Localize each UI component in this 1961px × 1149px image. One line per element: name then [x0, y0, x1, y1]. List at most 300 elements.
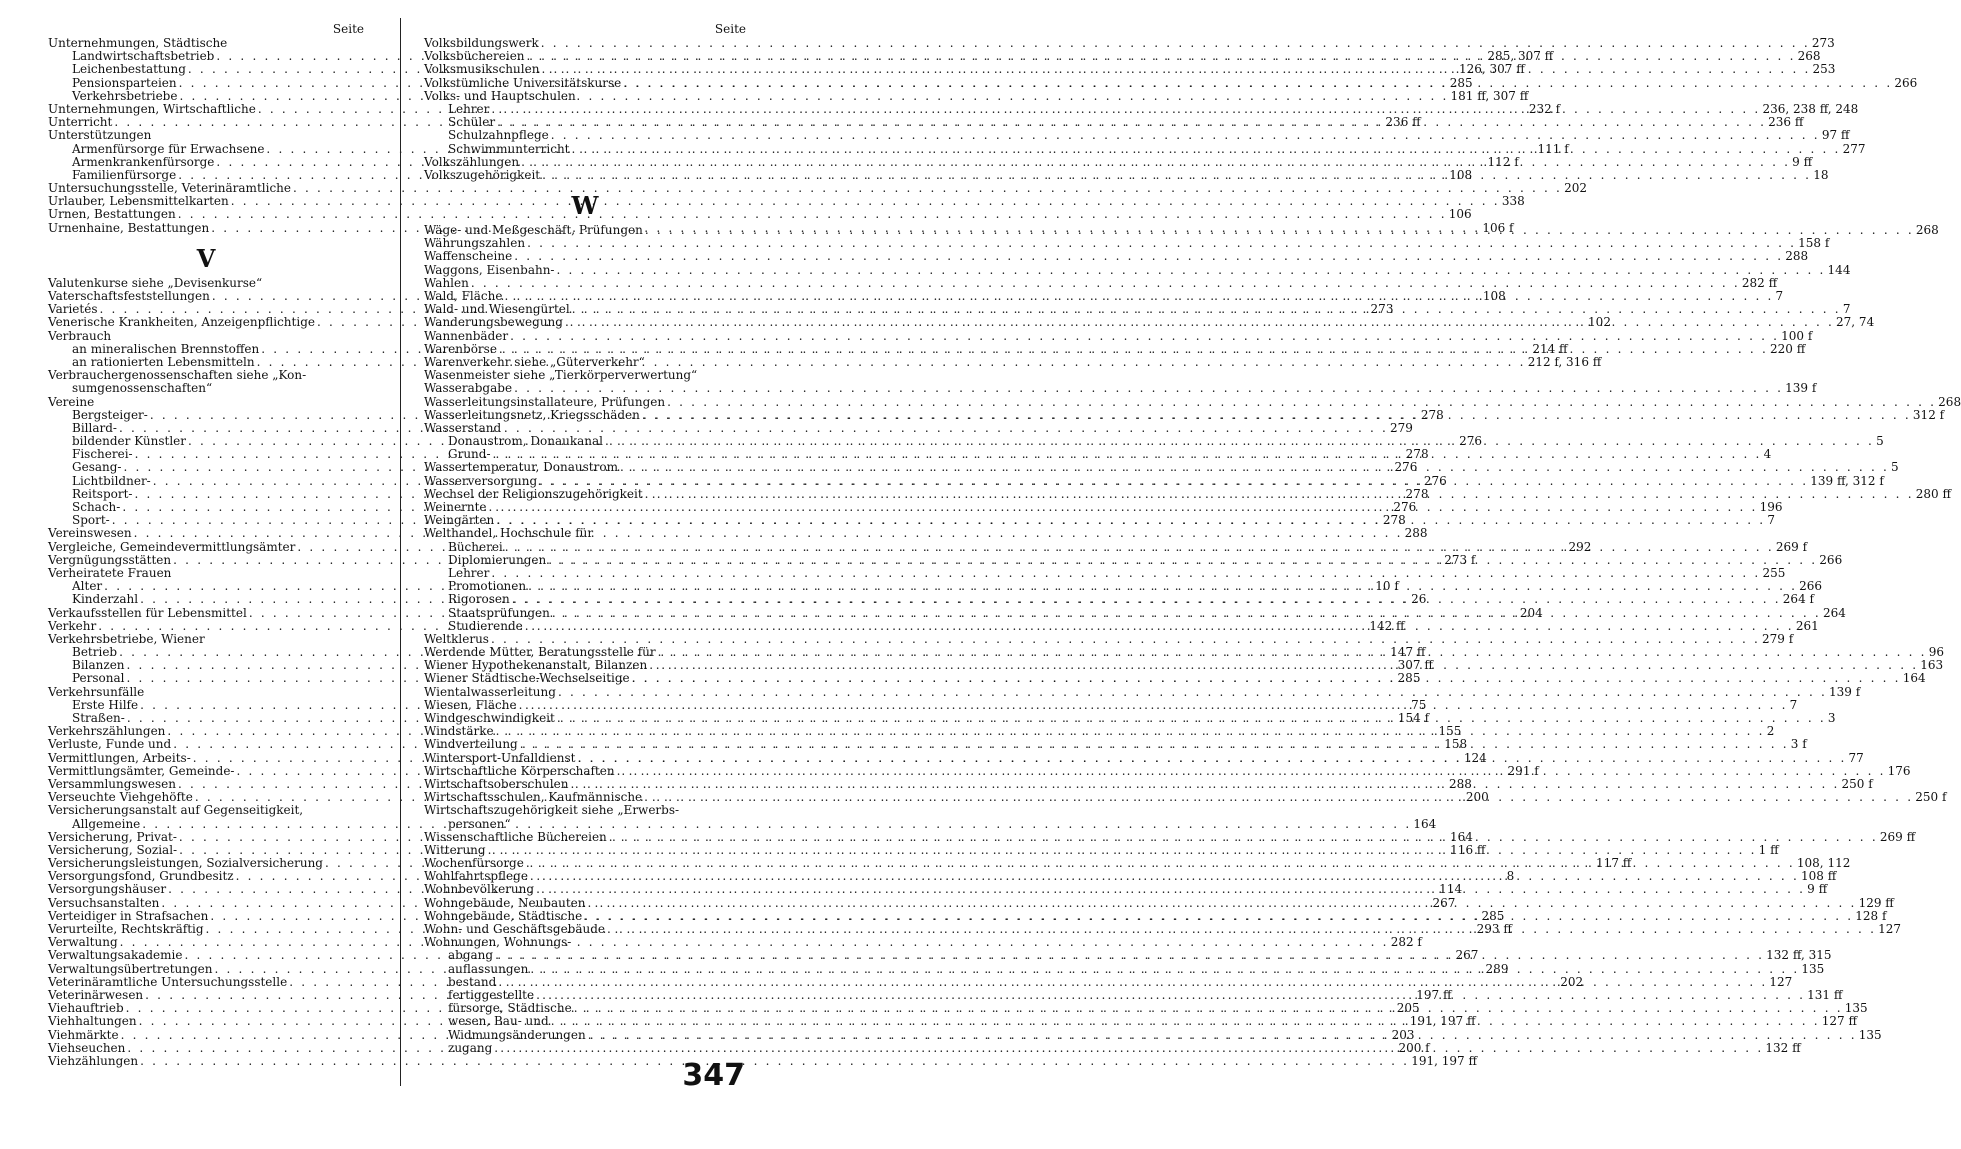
index-entry [424, 90, 746, 103]
dot-leader [537, 475, 1810, 488]
dot-leader [497, 343, 1770, 356]
dot-leader [570, 143, 1843, 156]
index-entry [48, 686, 364, 699]
entry-term: Verkehr [48, 618, 97, 633]
entry-page-ref: 135 [1844, 1001, 1868, 1016]
entry-term: Volksmusikschulen [424, 62, 540, 77]
index-entry [424, 249, 1809, 264]
entry-term: Diplomierungen [448, 552, 547, 567]
entry-term: Verteidiger in Strafsachen [48, 908, 209, 923]
entry-page-ref: 268 [1938, 394, 1961, 409]
dot-leader [132, 527, 1405, 540]
entry-term: Straßen- [72, 711, 125, 725]
index-entry [48, 129, 364, 142]
dot-leader [642, 791, 1915, 804]
entry-term: Schüler [448, 115, 496, 130]
entry-page-ref: 204 [1519, 605, 1543, 620]
dot-leader [630, 672, 1903, 685]
dot-leader [575, 752, 1848, 765]
entry-page-ref: 236 ff [1385, 115, 1421, 130]
entry-page-ref: 1 ff [1758, 842, 1779, 857]
entry-page-ref: 200 f [1398, 1040, 1430, 1055]
entry-page-ref: 139 f [1785, 381, 1817, 396]
entry-term: Wochenfürsorge [424, 856, 524, 871]
dot-leader [177, 90, 1450, 103]
entry-page-ref: 124 [1463, 750, 1487, 765]
entry-term: Verwaltung [48, 935, 118, 950]
entry-page-ref: 266 [1819, 552, 1843, 567]
entry-page-ref: 8 [1506, 869, 1515, 884]
entry-page-ref: 164 [1413, 816, 1437, 831]
entry-term: Weltklerus [424, 631, 489, 646]
dot-leader [640, 409, 1913, 422]
entry-term: Alter [72, 579, 103, 594]
entry-page-ref: 7 [1789, 697, 1798, 712]
seite-header-right: Seite [714, 22, 746, 36]
dot-leader [540, 169, 1813, 182]
entry-term: Allgemeine [72, 816, 141, 831]
entry-term: Varietés [48, 302, 98, 317]
entry-term: Wohngebäude, Neubauten [424, 895, 586, 910]
entry-page-ref: 278 [1405, 447, 1429, 462]
dot-leader [512, 250, 1785, 263]
entry-page-ref: 269 f [1775, 539, 1808, 554]
entry-term: Währungszahlen [424, 236, 526, 251]
dot-leader [665, 396, 1938, 409]
dot-leader [496, 976, 1769, 989]
entry-term: Verwaltungsakademie [48, 948, 183, 963]
entry-page-ref: 176 [1887, 763, 1911, 778]
index-entry [48, 330, 364, 343]
index-entry [48, 1053, 1477, 1068]
entry-term: Landwirtschaftsbetrieb [72, 49, 215, 64]
entry-page-ref: 126, 307 ff [1458, 62, 1525, 77]
entry-page-ref: 266 [1894, 75, 1918, 90]
entry-page-ref: 7 [1842, 302, 1851, 317]
entry-term: Volksbüchereien [424, 49, 525, 64]
entry-term: Lehrer [448, 565, 490, 580]
index-entry [424, 592, 1814, 607]
entry-page-ref: 106 [1448, 207, 1472, 222]
entry-term: Fischerei- [72, 447, 133, 462]
entry-term: Widmungsänderungen [448, 1027, 586, 1042]
entry-page-ref: 111 f [1537, 141, 1569, 156]
entry-page-ref: 288 [1404, 526, 1428, 541]
entry-term: Versicherung, Sozial- [48, 842, 178, 857]
entry-term: Vaterschaftsfeststellungen [48, 289, 210, 303]
entry-page-ref: 108 [1482, 289, 1506, 303]
entry-term: Wiener Städtische-Wechselseitige [424, 671, 630, 686]
dot-leader [493, 949, 1766, 962]
entry-term: personen“ [448, 816, 511, 831]
entry-term: Verkehrsbetriebe [72, 88, 178, 103]
entry-term: Waffenscheine [424, 249, 513, 264]
entry-page-ref: 273 [1370, 302, 1394, 317]
entry-term: Verbrauchergenossenschaften siehe „Kon- [48, 368, 307, 383]
entry-term: Volkszugehörigkeit [424, 167, 541, 182]
entry-term: Versicherung, Privat- [48, 829, 177, 844]
entry-page-ref: 285 [1397, 671, 1421, 686]
entry-term: Verluste, Funde und [48, 737, 172, 752]
dot-leader [140, 818, 1413, 831]
entry-page-ref: 132 ff, 315 [1766, 948, 1832, 963]
entry-term: Verkehrsunfälle [48, 684, 145, 699]
entry-term: zugang [448, 1040, 493, 1055]
entry-page-ref: 236, 238 ff, 248 [1762, 101, 1859, 116]
entry-page-ref: 273 [1811, 36, 1835, 50]
entry-page-ref: 232 f [1528, 101, 1561, 116]
entry-page-ref: 214 ff [1532, 341, 1568, 356]
entry-term: Wechsel der Religionszugehörigkeit [424, 486, 643, 501]
entry-term: Wasserversorgung [424, 473, 538, 488]
entry-page-ref: 205 [1396, 1001, 1420, 1016]
entry-term: Grund- [448, 447, 491, 462]
entry-term: Windverteilung [424, 737, 518, 752]
entry-page-ref: 164 [1902, 671, 1926, 686]
entry-page-ref: 158 [1444, 737, 1468, 752]
dot-leader [492, 1042, 1765, 1055]
entry-page-ref: 289 [1485, 961, 1509, 976]
entry-term: Verurteilte, Rechtskräftig [48, 922, 204, 936]
entry-term: Wientalwasserleitung [424, 684, 556, 699]
dot-leader [138, 1055, 1411, 1068]
entry-page-ref: 27, 74 [1836, 315, 1875, 330]
entry-term: Wirtschaftsschulen, Kaufmännische [424, 790, 643, 805]
entry-term: Wannenbäder [424, 328, 509, 343]
entry-page-ref: 276 [1423, 473, 1447, 488]
entry-term: Promotionen [448, 579, 527, 594]
entry-term: Versorgungshäuser [48, 882, 167, 897]
dot-leader [512, 382, 1785, 395]
entry-term: Versicherungsleistungen, Sozialversicherung [48, 856, 323, 871]
entry-term: bildender Künstler [72, 434, 187, 449]
entry-page-ref: 97 ff [1821, 128, 1850, 143]
entry-page-ref: 127 [1769, 974, 1793, 989]
entry-page-ref: 267 [1455, 948, 1479, 963]
entry-term: Armenfürsorge für Erwachsene [72, 141, 265, 156]
index-entry [424, 818, 746, 831]
entry-term: Leichenbestattung [72, 62, 186, 77]
entry-term: sumgenossenschaften“ [72, 381, 213, 396]
entry-page-ref: 293 ff [1476, 922, 1512, 936]
entry-page-ref: 154 f [1397, 711, 1430, 725]
entry-term: Unternehmungen, Städtische [48, 36, 228, 50]
entry-term: Wäge- und Meßgeschäft, Prüfungen [424, 223, 643, 238]
entry-term: Pensionsparteien [72, 75, 177, 90]
entry-page-ref: 250 f [1841, 776, 1873, 791]
entry-term: auflassungen [448, 961, 529, 976]
entry-term: Personal [72, 671, 125, 686]
entry-page-ref: 135 [1858, 1027, 1882, 1042]
entry-term: Wiener Hypothekenanstalt, Bilanzen [424, 658, 648, 673]
entry-page-ref: 279 f [1762, 631, 1794, 646]
entry-term: Bücherei [448, 539, 503, 554]
entry-term: Reitsport- [72, 486, 133, 501]
entry-page-ref: 163 [1920, 658, 1944, 673]
entry-term: Urlauber, Lebensmittelkarten [48, 194, 229, 209]
dot-leader [523, 620, 1796, 633]
entry-page-ref: 139 f [1829, 684, 1861, 699]
index-entry [48, 382, 364, 395]
entry-page-ref: 264 [1822, 605, 1846, 620]
dot-leader [539, 63, 1812, 76]
entry-term: Versammlungswesen [48, 776, 176, 791]
entry-term: Versorgungsfond, Grundbesitz [48, 869, 234, 884]
entry-term: Wohlfahrtspflege [424, 869, 528, 884]
dot-leader [550, 607, 1823, 620]
entry-term: Wassertemperatur, Donaustrom [424, 460, 618, 475]
entry-term: Verheiratete Frauen [48, 565, 172, 580]
entry-page-ref: 108 [1449, 167, 1473, 182]
entry-term: Bergsteiger- [72, 407, 148, 422]
entry-page-ref: 7 [1775, 289, 1784, 303]
entry-page-ref: 288 [1449, 776, 1472, 791]
entry-page-ref: 212 f, 316 ff [1527, 354, 1602, 369]
seite-header-left: Seite [332, 22, 364, 36]
entry-page-ref: 18 [1813, 167, 1829, 182]
entry-term: Veterinärwesen [48, 987, 144, 1002]
index-entry [48, 804, 364, 817]
entry-term: Bilanzen [72, 658, 125, 673]
entry-term: Wasserabgabe [424, 381, 513, 396]
entry-page-ref: 75 [1411, 697, 1427, 712]
entry-term: Sport- [72, 513, 110, 528]
index-entry [424, 804, 746, 817]
entry-page-ref: 114 [1439, 882, 1463, 897]
entry-page-ref: 277 [1842, 141, 1866, 156]
entry-term: Billard- [72, 420, 117, 435]
dot-leader [503, 541, 1776, 554]
entry-page-ref: 5 [1891, 460, 1899, 475]
entry-page-ref: 128 f [1855, 908, 1887, 923]
entry-term: Verkaufsstellen für Lebensmittel [48, 605, 247, 620]
entry-term: Wintersport-Unfalldienst [424, 750, 576, 765]
entry-term: wesen, Bau- und [448, 1014, 549, 1029]
entry-term: Verbrauch [48, 328, 112, 343]
entry-page-ref: 144 [1827, 262, 1851, 277]
column-divider [400, 18, 401, 1086]
entry-term: Verkehrsbetriebe, Wiener [48, 631, 205, 646]
dot-leader [605, 923, 1878, 936]
entry-term: an mineralischen Brennstoffen [72, 341, 260, 356]
entry-page-ref: 253 [1812, 62, 1836, 77]
entry-term: Volkszählungen [424, 154, 520, 169]
entry-page-ref: 147 ff [1390, 645, 1426, 660]
entry-page-ref: 264 f [1782, 592, 1814, 607]
entry-page-ref: 7 [1767, 513, 1775, 528]
entry-term: Volks- und Hauptschulen [424, 88, 576, 103]
entry-term: Gesang- [72, 460, 122, 475]
entry-page-ref: 142 ff [1369, 618, 1405, 633]
entry-term: Wohnbevölkerung [424, 882, 535, 897]
entry-term: Kinderzahl [72, 592, 139, 607]
entry-term: Studierende [448, 618, 523, 633]
entry-page-ref: 191, 197 ff [1409, 1014, 1476, 1029]
entry-term: Wirtschaftsoberschulen [424, 776, 569, 791]
entry-page-ref: 106 f [1482, 220, 1514, 235]
entry-term: Werdende Mütter, Beratungsstelle für [424, 645, 656, 660]
entry-page-ref: 268 [1797, 49, 1821, 64]
entry-page-ref: 135 [1801, 961, 1825, 976]
dot-leader [508, 330, 1781, 343]
entry-page-ref: 273 f [1444, 552, 1476, 567]
entry-page-ref: 269 ff [1879, 829, 1916, 844]
entry-term: Wirtschaftszugehörigkeit siehe „Erwerbs- [424, 803, 680, 818]
entry-page-ref: 202 [1560, 974, 1584, 989]
entry-page-ref: 191, 197 ff [1411, 1053, 1477, 1068]
entry-page-ref: 181 ff, 307 ff [1450, 88, 1529, 103]
entry-term: Windstärke [424, 724, 494, 739]
dot-leader [607, 831, 1880, 844]
dot-leader [546, 554, 1819, 567]
entry-page-ref: 164 [1449, 829, 1473, 844]
index-entry [424, 394, 1961, 409]
entry-page-ref: 4 [1763, 447, 1772, 462]
dot-leader [528, 963, 1801, 976]
entry-term: Staatsprüfungen [448, 605, 550, 620]
entry-page-ref: 282 ff [1741, 275, 1778, 290]
entry-term: Urnenhaine, Bestattungen [48, 220, 210, 235]
entry-term: Vermittlungsämter, Gemeinde- [48, 763, 235, 778]
index-entry [424, 527, 746, 540]
entry-page-ref: 307 ff [1397, 658, 1433, 673]
entry-page-ref: 196 [1759, 500, 1783, 514]
entry-term: Donaustrom, Donaukanal [448, 434, 604, 449]
entry-term: Waggons, Eisenbahn- [424, 262, 555, 277]
entry-term: Verseuchte Viehgehöfte [48, 790, 193, 805]
entry-term: Viehmärkte [48, 1027, 119, 1042]
entry-term: Vereine [48, 394, 95, 409]
entry-term: Erste Hilfe [72, 697, 139, 712]
entry-term: Welthandel, Hochschule für [424, 526, 594, 541]
entry-term: Schach- [72, 500, 121, 514]
index-entry [48, 207, 1472, 222]
entry-term: Vergleiche, Gemeindevermittlungsämter [48, 539, 296, 554]
entry-term: Viehhaltungen [48, 1014, 137, 1029]
entry-page-ref: 220 ff [1769, 341, 1806, 356]
dot-leader [586, 1029, 1859, 1042]
index-entry [424, 328, 1813, 343]
dot-leader [621, 77, 1894, 90]
entry-term: Schwimmunterricht [448, 141, 570, 156]
entry-page-ref: 100 f [1781, 328, 1813, 343]
entry-term: Volksbildungswerk [424, 36, 539, 50]
entry-term: Wohn- und Geschäftsgebäude [424, 922, 606, 936]
dot-leader [519, 156, 1792, 169]
entry-page-ref: 155 [1438, 724, 1462, 739]
entry-term: Unterricht [48, 115, 113, 130]
entry-page-ref: 276 [1393, 500, 1417, 514]
entry-term: Betrieb [72, 645, 118, 660]
entry-term: Windgeschwindigkeit [424, 711, 555, 725]
dot-leader [494, 514, 1767, 527]
entry-page-ref: 292 [1568, 539, 1592, 554]
entry-term: Viehzählungen [48, 1053, 139, 1068]
entry-page-ref: 127 [1878, 922, 1901, 936]
entry-page-ref: 279 [1390, 420, 1413, 435]
entry-page-ref: 102 [1588, 315, 1611, 330]
entry-term: Rigorosen [448, 592, 510, 607]
section-letter: V [196, 243, 216, 273]
entry-page-ref: 285 [1481, 908, 1505, 923]
entry-page-ref: 278 [1382, 513, 1406, 528]
entry-page-ref: 276 [1394, 460, 1418, 475]
entry-page-ref: 282 f [1390, 935, 1422, 950]
entry-term: Untersuchungsstelle, Veterinäramtliche [48, 181, 291, 196]
entry-page-ref: 276 [1459, 434, 1482, 449]
index-entry [48, 396, 364, 409]
entry-term: Familienfürsorge [72, 167, 177, 182]
entry-page-ref: 5 [1876, 434, 1884, 449]
entry-page-ref: 312 f [1912, 407, 1945, 422]
dot-leader [618, 461, 1891, 474]
entry-term: Lehrer [448, 101, 490, 116]
dot-leader [556, 686, 1829, 699]
section-letter: W [571, 191, 599, 221]
entry-term: Weinernte [424, 500, 487, 514]
entry-page-ref: 96 [1928, 645, 1944, 660]
dot-leader [586, 897, 1859, 910]
entry-term: Unterstützungen [48, 128, 152, 143]
entry-term: Warenbörse [424, 341, 497, 356]
entry-page-ref: 9 ff [1792, 154, 1813, 169]
entry-term: Viehauftrieb [48, 1001, 124, 1016]
entry-page-ref: 285 [1449, 75, 1473, 90]
entry-term: Wasenmeister siehe „Tierkörperverwertung“ [424, 368, 698, 383]
entry-page-ref: 26 [1411, 592, 1427, 607]
entry-page-ref: 197 ff [1416, 987, 1452, 1002]
entry-page-ref: 132 ff [1765, 1040, 1801, 1055]
entry-term: Schulzahnpflege [448, 128, 549, 143]
entry-page-ref: 250 f [1915, 790, 1947, 805]
entry-page-ref: 280 ff [1915, 486, 1951, 501]
entry-term: Wissenschaftliche Büchereien [424, 829, 607, 844]
entry-page-ref: 158 f [1798, 236, 1830, 251]
entry-page-ref: 10 f [1375, 579, 1399, 594]
entry-page-ref: 278 [1420, 407, 1444, 422]
entry-page-ref: 117 ff [1596, 856, 1632, 871]
entry-term: Verkehrszählungen [48, 724, 166, 739]
dot-leader [176, 208, 1449, 221]
entry-term: Wirtschaftliche Körperschaften [424, 763, 615, 778]
entry-page-ref: 203 [1391, 1027, 1415, 1042]
entry-term: Wahlen [424, 275, 469, 290]
entry-term: Vereinswesen [48, 526, 132, 541]
entry-term: Witterung [424, 842, 486, 857]
entry-term: Weingärten [424, 513, 495, 528]
entry-page-ref: 3 [1827, 711, 1836, 725]
entry-term: Wohnungen, Wohnungs- [424, 935, 572, 950]
entry-term: bestand [448, 974, 497, 989]
entry-term: Urnen, Bestattungen [48, 207, 176, 222]
entry-page-ref: 9 ff [1807, 882, 1828, 897]
entry-term: fertiggestellte [448, 987, 535, 1002]
entry-term: Wiesen, Fläche [424, 697, 517, 712]
entry-page-ref: 202 [1564, 181, 1587, 196]
index-entry [424, 262, 1851, 277]
entry-term: Lichtbildner- [72, 473, 151, 488]
entry-term: an rationierten Lebensmitteln [72, 354, 255, 369]
entry-page-ref: 131 ff [1807, 987, 1843, 1002]
entry-term: Versuchsanstalten [48, 895, 160, 910]
entry-page-ref: 266 [1799, 579, 1823, 594]
dot-leader [534, 883, 1807, 896]
entry-term: Versicherungsanstalt auf Gegenseitigkeit, [48, 803, 304, 818]
entry-term: Volkstümliche Universitätskurse [424, 75, 622, 90]
dot-leader [549, 129, 1822, 142]
entry-page-ref: 77 [1848, 750, 1864, 765]
entry-page-ref: 338 [1501, 194, 1525, 209]
